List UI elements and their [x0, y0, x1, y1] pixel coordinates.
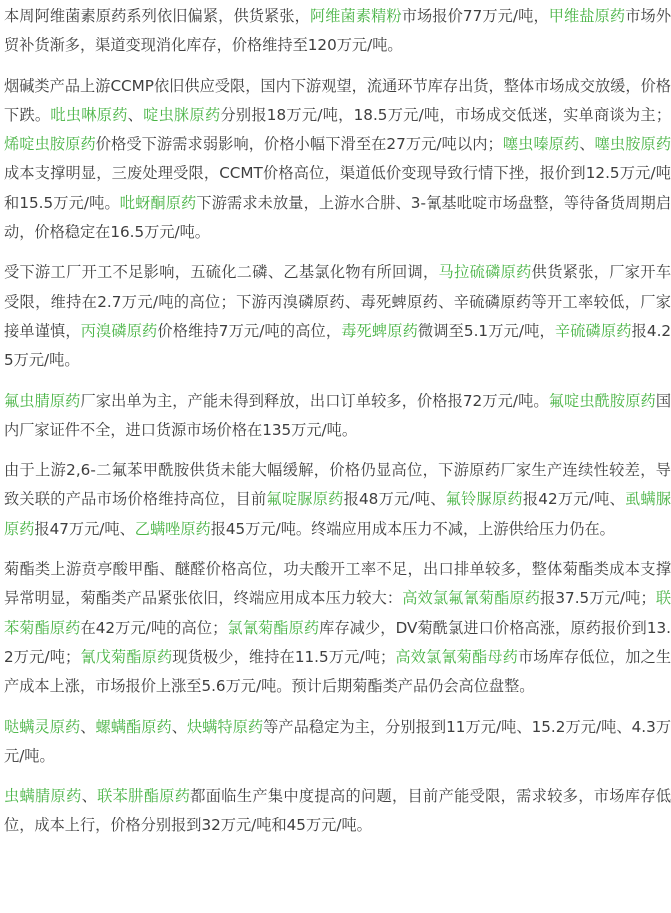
- text-segment: 都面临生产集中度提高的问题，目前产能受限，需求较多，市场库存低位，成本上行，价格分别报到32万元/吨和45万元/吨。: [4, 787, 671, 835]
- text-segment: 、: [171, 717, 187, 736]
- product-name-highlight: 丙溴磷原药: [80, 321, 158, 340]
- text-segment: 报4.25万元/吨。: [4, 321, 671, 370]
- text-segment: 在42万元/吨的高位；: [80, 618, 228, 637]
- text-segment: 报47万元/吨、: [34, 519, 135, 538]
- text-segment: 成本支撑明显，三废处理受限，CCMT价格高位，渠道低价变现导致行情下挫，报价到12.5万元/吨和15.5万元/吨。: [4, 164, 671, 212]
- product-name-highlight: 吡蚜酮原药: [119, 193, 197, 212]
- text-segment: 报37.5万元/吨；: [540, 589, 656, 608]
- product-name-highlight: 吡虫啉原药: [50, 105, 128, 124]
- product-name-highlight: 啶虫脒原药: [143, 105, 221, 124]
- product-name-highlight: 乙螨唑原药: [134, 519, 211, 538]
- paragraph-pyrethroids: [4, 555, 671, 701]
- paragraph-acaricides: [4, 713, 671, 772]
- product-name-highlight: 哒螨灵原药: [4, 717, 81, 736]
- paragraph-benzoylureas: [4, 456, 671, 544]
- text-segment: 现货极少，维持在11.5万元/吨；: [172, 647, 396, 666]
- paragraph-organophosphates: [4, 258, 671, 375]
- paragraph-neonicotinoids: [4, 72, 671, 248]
- product-name-highlight: 高效氯氟氰菊酯原药: [402, 589, 541, 608]
- product-name-highlight: 噻虫嗪原药: [502, 135, 580, 154]
- paragraph-fipronil: [4, 387, 671, 446]
- product-name-highlight: 甲维盐原药: [548, 7, 626, 25]
- product-name-highlight: 氰戊菊酯原药: [80, 647, 173, 666]
- paragraph-chlorfenapyr: [4, 782, 671, 841]
- product-name-highlight: 马拉硫磷原药: [438, 263, 532, 282]
- text-segment: 下游需求未放量，上游水合肼、3-氰基吡啶市场盘整，等待备货周期启动，价格稳定在16.5万元/吨。: [4, 193, 671, 242]
- product-name-highlight: 氟虫腈原药: [4, 391, 81, 410]
- text-segment: 分别报18万元/吨，18.5万元/吨，市场成交低迷，实单商谈为主；: [220, 105, 671, 124]
- product-name-highlight: 虱螨脲原药: [4, 490, 671, 538]
- text-segment: 库存减少，DV菊酰氯进口价格高涨，原药报价到13.2万元/吨；: [4, 618, 671, 666]
- product-name-highlight: 噻虫胺原药: [594, 135, 671, 154]
- text-segment: 市场报价77万元/吨，: [401, 7, 549, 25]
- product-name-highlight: 氟啶脲原药: [266, 490, 344, 509]
- product-name-highlight: 炔螨特原药: [186, 717, 264, 736]
- text-segment: 厂家出单为主，产能未得到释放，出口订单较多，价格报72万元/吨。: [80, 391, 549, 410]
- text-segment: 报45万元/吨。终端应用成本压力不减，上游供给压力仍在。: [210, 519, 615, 538]
- text-segment: 报48万元/吨、: [343, 490, 446, 509]
- text-segment: 国内厂家证件不全，进口货源市场价格在135万元/吨。: [4, 391, 671, 439]
- product-name-highlight: 辛硫磷原药: [554, 321, 632, 340]
- text-segment: 市场外贸补货渐多，渠道变现消化库存，价格维持至120万元/吨。: [4, 7, 671, 55]
- paragraph-abamectin: [4, 2, 671, 61]
- text-segment: 价格维持7万元/吨的高位，: [157, 321, 342, 340]
- text-segment: 烟碱类产品上游CCMP依旧供应受限，国内下游观望，流通环节库存出货，整体市场成交放缓，价格下跌。: [4, 76, 671, 124]
- product-name-highlight: 氟铃脲原药: [445, 490, 523, 509]
- product-name-highlight: 烯啶虫胺原药: [4, 135, 96, 154]
- product-name-highlight: 高效氯氰菊酯母药: [395, 647, 518, 666]
- product-name-highlight: 螺螨酯原药: [95, 717, 172, 736]
- text-segment: 由于上游2,6-二氟苯甲酰胺供货未能大幅缓解，价格仍显高位，下游原药厂家生产连续性较差，导致关联的产品市场价格维持高位，目前: [4, 461, 671, 509]
- text-segment: 、: [80, 717, 96, 736]
- product-name-highlight: 氯氰菊酯原药: [227, 618, 320, 637]
- text-segment: 、: [579, 135, 595, 154]
- product-name-highlight: 毒死蜱原药: [341, 321, 418, 340]
- text-segment: 供货紧张，厂家开车受限，维持在2.7万元/吨的高位；下游丙溴磷原药、毒死蜱原药、辛硫磷原药等开工率较低，厂家接单谨慎，: [4, 263, 671, 340]
- text-segment: 微调至5.1万元/吨，: [417, 321, 555, 340]
- text-segment: 价格受下游需求弱影响，价格小幅下滑至在27万元/吨以内；: [95, 135, 503, 154]
- text-segment: 菊酯类上游贲亭酸甲酯、醚醛价格高位，功夫酸开工率不足，出口排单较多，整体菊酯类成本支撑异常明显，菊酯类产品紧张依旧，终端应用成本压力较大：: [4, 560, 671, 608]
- text-segment: 本周阿维菌素原药系列依旧偏紧，供货紧张，: [4, 7, 310, 25]
- product-name-highlight: 氟啶虫酰胺原药: [548, 391, 656, 410]
- text-segment: 、: [127, 105, 144, 124]
- product-name-highlight: 联苯肼酯原药: [97, 787, 191, 806]
- text-segment: 等产品稳定为主，分别报到11万元/吨、15.2万元/吨、4.3万元/吨。: [4, 717, 671, 765]
- product-name-highlight: 虫螨腈原药: [4, 787, 82, 806]
- text-segment: 受下游工厂开工不足影响，五硫化二磷、乙基氯化物有所回调，: [4, 263, 439, 282]
- text-segment: 、: [81, 787, 98, 806]
- product-name-highlight: 联苯菊酯原药: [4, 589, 671, 637]
- product-name-highlight: 阿维菌素精粉: [309, 7, 402, 25]
- text-segment: 市场库存低位，加之生产成本上涨，市场报价上涨至5.6万元/吨。预计后期菊酯类产品仍会高位盘整。: [4, 647, 671, 696]
- text-segment: 报42万元/吨、: [522, 490, 625, 509]
